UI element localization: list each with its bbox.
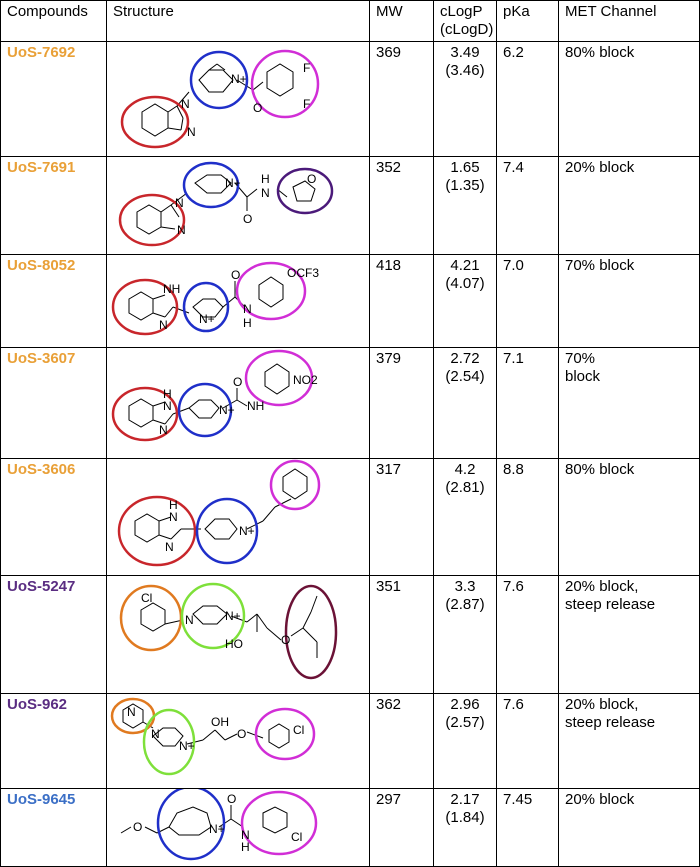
header-clogp-line1: cLogP (440, 3, 483, 20)
atom-label: HO (225, 637, 243, 651)
structure-cell (107, 42, 370, 157)
atom-label: H (261, 172, 270, 186)
table-row (1, 157, 700, 255)
atom-label: O (233, 375, 243, 389)
atom-label: OCF3 (287, 266, 320, 280)
atom-label: N+ (225, 176, 241, 190)
clogp-cell (434, 157, 497, 255)
met-value: 80% block (559, 42, 700, 157)
structure-drawing (107, 157, 370, 253)
mw-value: 317 (370, 459, 434, 576)
table-row (1, 255, 700, 348)
atom-label: O (243, 212, 253, 226)
structure-cell (107, 157, 370, 255)
clogd-value: (1.35) (445, 177, 485, 194)
atom-label: N (185, 613, 194, 627)
atom-label: N+ (199, 312, 215, 326)
clogp-cell (434, 348, 497, 459)
header-clogp (434, 1, 497, 42)
atom-label: NH (247, 399, 265, 413)
pka-value: 7.4 (497, 157, 559, 255)
clogp-value: 2.72 (450, 350, 480, 367)
atom-label: N (241, 828, 250, 842)
atom-label: N+ (225, 609, 241, 623)
clogd-value: (2.81) (445, 479, 485, 496)
atom-label: H (243, 316, 252, 330)
compound-name: UoS-7692 (1, 42, 107, 157)
clogp-value: 4.2 (454, 461, 476, 478)
table-row (1, 459, 700, 576)
compound-name: UoS-7691 (1, 157, 107, 255)
mw-value: 379 (370, 348, 434, 459)
met-value: 20% block (559, 789, 700, 867)
pka-value: 6.2 (497, 42, 559, 157)
structure-drawing (107, 459, 370, 574)
atom-label: Cl (291, 830, 303, 844)
atom-label: N+ (209, 822, 225, 836)
mw-value: 362 (370, 694, 434, 789)
atom-label: F (303, 97, 311, 111)
atom-label: N (127, 705, 136, 719)
atom-label: N (159, 318, 168, 332)
clogp-cell (434, 42, 497, 157)
table-row (1, 576, 700, 694)
atom-label: O (227, 792, 237, 806)
structure-cell (107, 459, 370, 576)
structure-cell (107, 255, 370, 348)
header-clogp-line2: (cLogD) (440, 21, 494, 38)
clogp-cell (434, 576, 497, 694)
clogd-value: (3.46) (445, 62, 485, 79)
clogp-cell (434, 694, 497, 789)
header-mw: MW (370, 1, 434, 42)
atom-label: N+ (179, 739, 195, 753)
atom-label: H (241, 840, 250, 854)
atom-label: N (165, 540, 174, 554)
atom-label: N+ (219, 403, 235, 417)
pka-value: 7.6 (497, 694, 559, 789)
met-value: 70% block (559, 255, 700, 348)
structure-cell (107, 694, 370, 789)
mw-value: 418 (370, 255, 434, 348)
mw-value: 369 (370, 42, 434, 157)
atom-label: H (169, 498, 178, 512)
atom-label: H (163, 387, 172, 401)
compound-name: UoS-962 (1, 694, 107, 789)
met-value: 20% block (559, 157, 700, 255)
atom-label: O (237, 727, 247, 741)
mw-value: 297 (370, 789, 434, 867)
clogd-value: (1.84) (445, 809, 485, 826)
mw-value: 352 (370, 157, 434, 255)
atom-label: N (181, 97, 190, 111)
clogp-value: 3.49 (450, 44, 480, 61)
atom-label: NH (163, 282, 181, 296)
structure-drawing (107, 576, 370, 692)
atom-label: OH (211, 715, 229, 729)
clogd-value: (2.54) (445, 368, 485, 385)
met-value: 70% block (559, 348, 700, 459)
header-met: MET Channel (559, 1, 700, 42)
atom-label: O (133, 820, 143, 834)
clogp-value: 3.3 (454, 578, 476, 595)
table-row (1, 789, 700, 867)
atom-label: N (163, 399, 172, 413)
pka-value: 7.0 (497, 255, 559, 348)
atom-label: N (177, 223, 186, 237)
clogp-cell (434, 255, 497, 348)
structure-cell (107, 789, 370, 867)
clogd-value: (4.07) (445, 275, 485, 292)
clogp-value: 4.21 (450, 257, 480, 274)
table-row (1, 348, 700, 459)
atom-label: N (169, 510, 178, 524)
compound-name: UoS-3607 (1, 348, 107, 459)
structure-drawing (107, 694, 370, 787)
clogp-value: 1.65 (450, 159, 480, 176)
met-value: 80% block (559, 459, 700, 576)
met-value: 20% block, steep release (559, 694, 700, 789)
clogp-value: 2.17 (450, 791, 480, 808)
atom-label: F (303, 61, 311, 75)
mw-value: 351 (370, 576, 434, 694)
table-row (1, 42, 700, 157)
table-row (1, 694, 700, 789)
header-structure: Structure (107, 1, 370, 42)
structure-drawing (107, 255, 370, 346)
structure-cell (107, 348, 370, 459)
structure-drawing (107, 789, 370, 865)
atom-label: N (187, 125, 196, 139)
structure-drawing (107, 348, 370, 457)
compound-name: UoS-9645 (1, 789, 107, 867)
atom-label: O (307, 172, 317, 186)
structure-drawing (107, 42, 370, 155)
atom-label: O (231, 268, 241, 282)
atom-label: N (175, 196, 184, 210)
atom-label: Cl (141, 591, 153, 605)
header-compound: Compounds (1, 1, 107, 42)
clogp-value: 2.96 (450, 696, 480, 713)
atom-label: N (159, 423, 168, 437)
compound-name: UoS-3606 (1, 459, 107, 576)
clogp-cell (434, 789, 497, 867)
pka-value: 7.45 (497, 789, 559, 867)
atom-label: N+ (231, 72, 247, 86)
met-value: 20% block, steep release (559, 576, 700, 694)
compound-name: UoS-5247 (1, 576, 107, 694)
atom-label: Cl (293, 723, 305, 737)
atom-label: NO2 (293, 373, 318, 387)
structure-cell (107, 576, 370, 694)
atom-label: N (151, 727, 160, 741)
atom-label: O (281, 633, 291, 647)
clogd-value: (2.87) (445, 596, 485, 613)
clogd-value: (2.57) (445, 714, 485, 731)
header-row (1, 1, 700, 42)
pka-value: 7.6 (497, 576, 559, 694)
pka-value: 8.8 (497, 459, 559, 576)
atom-label: N (261, 186, 270, 200)
atom-label: N (243, 302, 252, 316)
atom-label: O (253, 101, 263, 115)
atom-label: N+ (239, 524, 255, 538)
pka-value: 7.1 (497, 348, 559, 459)
header-pka: pKa (497, 1, 559, 42)
compound-name: UoS-8052 (1, 255, 107, 348)
clogp-cell (434, 459, 497, 576)
